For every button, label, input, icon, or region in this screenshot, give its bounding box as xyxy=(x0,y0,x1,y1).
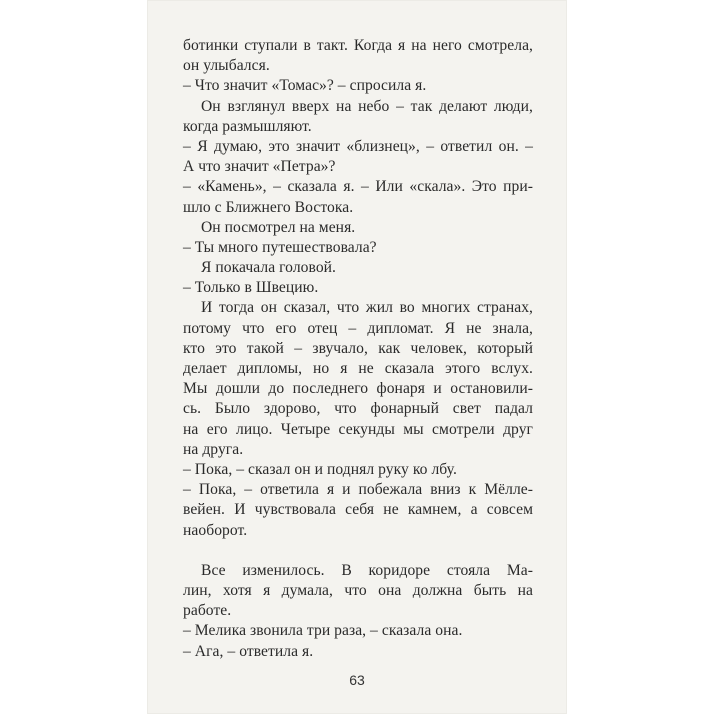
text-line: – Я думаю, это значит «близнец», – ответил он. – xyxy=(183,137,533,155)
text-line: – Ты много путешествовала? xyxy=(183,238,377,256)
text-line: шло с Ближнего Востока. xyxy=(183,198,354,216)
text-line: на его лицо. Четыре секунды мы смотрели друг xyxy=(183,420,533,438)
text-line: ботинки ступали в такт. Когда я на него смотрела, xyxy=(183,37,533,54)
text-line: – Пока, – сказал он и поднял руку ко лбу. xyxy=(183,460,457,478)
text-line: Мы дошли до последнего фонаря и остановили- xyxy=(183,380,533,398)
text-line: наоборот. xyxy=(183,521,248,539)
text-line: – Ага, – ответила я. xyxy=(183,642,314,660)
page-footer xyxy=(147,0,567,714)
text-line: сь. Было здорово, что фонарный свет падал xyxy=(183,400,533,418)
page-number: 63 xyxy=(349,672,365,688)
text-line: Я покачала головой. xyxy=(201,259,337,277)
text-line: И тогда он сказал, что жил во многих странах, xyxy=(201,299,533,317)
text-line: – «Камень», – сказала я. – Или «скала». Это при- xyxy=(183,178,533,196)
text-line: на друга. xyxy=(183,440,244,458)
text-line: лин, хотя я думала, что она должна быть на xyxy=(183,582,533,600)
text-line: работе. xyxy=(183,602,232,620)
text-line: Он посмотрел на меня. xyxy=(201,218,356,236)
text-line: – Пока, – ответила я и побежала вниз к Мёлле- xyxy=(183,481,533,499)
text-line: Он взглянул вверх на небо – так делают люди, xyxy=(201,97,533,115)
text-line: вейен. И чувствовала себя не камнем, а совсем xyxy=(183,501,533,519)
text-line: – Мелика звонила три раза, – сказала она. xyxy=(183,622,463,640)
text-line: – Только в Швецию. xyxy=(183,279,319,297)
text-line: кто это такой – звучало, как человек, который xyxy=(183,339,533,357)
text-line: делает дипломы, но я не сказала этого вслух. xyxy=(183,360,533,377)
text-line: – Что значит «Томас»? – спросила я. xyxy=(183,77,427,95)
text-line: он улыбался. xyxy=(183,57,270,75)
text-line: когда размышляют. xyxy=(183,117,312,135)
text-line: потому что его отец – дипломат. Я не знала, xyxy=(183,319,533,337)
text-line: Все изменилось. В коридоре стояла Ма- xyxy=(201,561,533,579)
text-line: А что значит «Петра»? xyxy=(183,158,336,176)
